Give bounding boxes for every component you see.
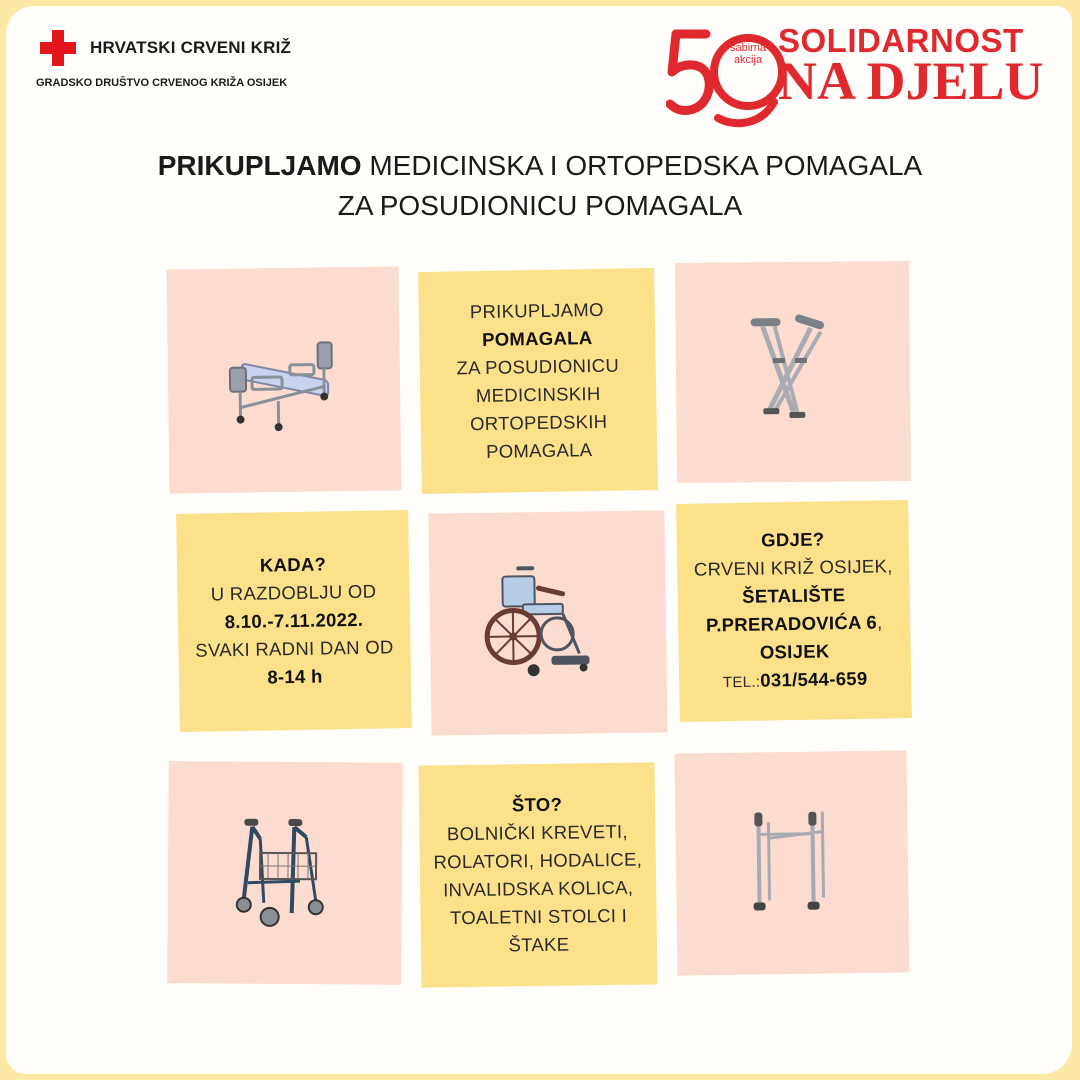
- when-dates: 8.10.-7.11.2022.: [224, 608, 364, 633]
- tile-hospital-bed: [166, 266, 401, 493]
- where-city: OSIJEK: [759, 640, 830, 663]
- headline-bold: PRIKUPLJAMO: [157, 150, 362, 181]
- where-address-line: [706, 608, 883, 639]
- when-hours: 8-14 h: [267, 665, 323, 688]
- intro-line-6: POMAGALA: [485, 439, 593, 462]
- campaign-line-2: NA DJELU: [778, 51, 1044, 111]
- what-line-1: BOLNIČKI KREVETI,: [446, 820, 628, 845]
- tile-walking-frame: [674, 750, 909, 975]
- when-line-1: U RAZDOBLJU OD: [210, 580, 377, 605]
- tile-where: [676, 500, 912, 722]
- where-comma: ,: [876, 611, 883, 633]
- page-title: [0, 146, 1080, 226]
- where-line-1: CRVENI KRIŽ OSIJEK,: [693, 555, 893, 580]
- intro-line-5: ORTOPEDSKIH: [469, 410, 608, 435]
- campaign-small-text-1: sabirna: [729, 42, 767, 54]
- what-line-5: ŠTAKE: [508, 933, 570, 956]
- where-street: ŠETALIŠTE: [742, 584, 846, 607]
- where-address: P.PRERADOVIĆA 6: [705, 611, 878, 636]
- red-cross-logo: [36, 28, 336, 98]
- what-line-3: INVALIDSKA KOLICA,: [442, 876, 634, 901]
- tile-what: [418, 762, 657, 987]
- rollator-icon: [230, 813, 341, 934]
- tile-when: [176, 510, 412, 732]
- wheelchair-icon: [482, 557, 614, 689]
- fifty-icon: [666, 20, 786, 130]
- when-line-2: SVAKI RADNI DAN OD: [195, 636, 394, 661]
- what-line-4: TOALETNI STOLCI I: [449, 904, 628, 929]
- org-subtitle: GRADSKO DRUŠTVO CRVENOG KRIŽA OSIJEK: [36, 77, 288, 89]
- campaign-small-text-2: akcija: [733, 54, 763, 66]
- tile-crutches: [675, 261, 911, 483]
- tile-wheelchair: [428, 510, 667, 735]
- campaign-line-1: SOLIDARNOST: [778, 22, 1024, 59]
- headline-line-2: ZA POSUDIONICU POMAGALA: [337, 190, 743, 221]
- intro-line-3: ZA POSUDIONICU: [456, 354, 620, 379]
- tile-rollator: [167, 761, 403, 985]
- org-name: HRVATSKI CRVENI KRIŽ: [90, 38, 292, 57]
- where-tel-label: TEL.:: [722, 673, 761, 692]
- where-tel: 031/544-659: [760, 667, 868, 691]
- crutches-icon: [742, 312, 843, 433]
- intro-line-1: PRIKUPLJAMO: [469, 298, 604, 323]
- intro-line-2: POMAGALA: [481, 327, 593, 350]
- headline-rest: MEDICINSKA I ORTOPEDSKA POMAGALA: [361, 150, 923, 181]
- walking-frame-icon: [746, 807, 838, 918]
- intro-line-4: MEDICINSKIH: [475, 382, 601, 407]
- what-line-2: ROLATORI, HODALICE,: [433, 848, 643, 873]
- where-phone-line: [723, 665, 868, 698]
- campaign-small-text: [728, 42, 768, 66]
- what-heading: ŠTO?: [511, 793, 563, 816]
- hospital-bed-icon: [223, 324, 345, 436]
- tile-intro: [418, 268, 658, 494]
- when-heading: KADA?: [259, 553, 327, 576]
- red-cross-icon: [40, 30, 76, 66]
- where-heading: GDJE?: [760, 528, 825, 551]
- solidarnost-logo: [666, 20, 1056, 130]
